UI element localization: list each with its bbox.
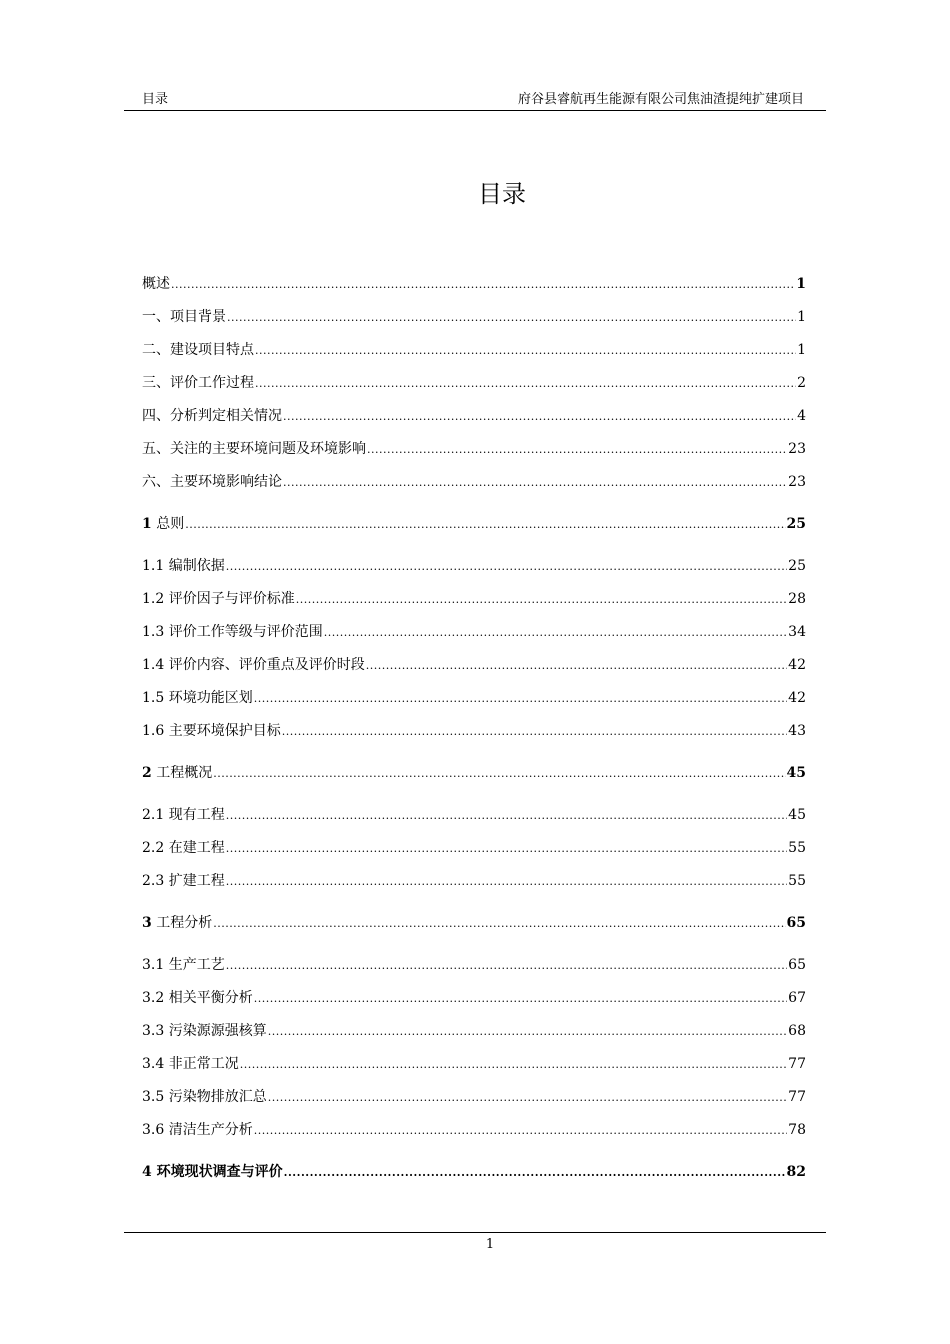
toc-entry-text: 清洁生产分析 bbox=[168, 1122, 253, 1138]
toc-leader-dots bbox=[255, 374, 796, 394]
toc-leader-dots bbox=[255, 341, 796, 361]
toc-entry-label bbox=[142, 514, 184, 534]
toc-entry-number: 2.2 bbox=[142, 840, 165, 856]
toc-leader-dots bbox=[282, 722, 787, 742]
toc-leader-dots bbox=[226, 806, 787, 826]
toc-entry-number: 2.3 bbox=[142, 873, 165, 889]
toc-entry-text: 环境现状调查与评价 bbox=[156, 1164, 283, 1180]
toc-entry-text: 一、项目背景 bbox=[142, 309, 226, 325]
toc-entry-number: 3.4 bbox=[142, 1056, 165, 1072]
toc-entry-page: 45 bbox=[788, 807, 806, 823]
toc-entry[interactable] bbox=[142, 763, 806, 783]
document-title: 目录 bbox=[478, 180, 526, 208]
toc-entry-text: 评价工作等级与评价范围 bbox=[168, 624, 323, 640]
toc-entry[interactable] bbox=[142, 373, 806, 393]
toc-entry-label bbox=[142, 721, 281, 741]
toc-entry[interactable] bbox=[142, 871, 806, 891]
toc-entry-page: 78 bbox=[788, 1122, 806, 1138]
toc-leader-dots bbox=[226, 557, 787, 577]
toc-entry-text: 非正常工况 bbox=[168, 1056, 239, 1072]
toc-leader-dots bbox=[227, 308, 796, 328]
toc-entry[interactable] bbox=[142, 913, 806, 933]
toc-entry-page: 1 bbox=[797, 309, 806, 325]
toc-leader-dots bbox=[226, 872, 787, 892]
toc-entry-text: 六、主要环境影响结论 bbox=[142, 474, 282, 490]
toc-entry-label bbox=[142, 556, 225, 576]
page-header bbox=[124, 90, 826, 111]
toc-entry-text: 评价内容、评价重点及评价时段 bbox=[168, 657, 365, 673]
toc-leader-dots bbox=[226, 956, 787, 976]
toc-entry-label bbox=[142, 913, 212, 933]
toc-leader-dots bbox=[268, 1022, 787, 1042]
toc-entry-number: 3.3 bbox=[142, 1023, 165, 1039]
toc-entry[interactable] bbox=[142, 622, 806, 642]
toc-entry-label bbox=[142, 1054, 239, 1074]
toc-entry-number: 1.5 bbox=[142, 690, 165, 706]
toc-leader-dots bbox=[254, 689, 787, 709]
toc-entry-text: 三、评价工作过程 bbox=[142, 375, 254, 391]
toc-leader-dots bbox=[254, 989, 787, 1009]
toc-leader-dots bbox=[367, 440, 787, 460]
toc-entry-number: 3.5 bbox=[142, 1089, 165, 1105]
toc-entry[interactable] bbox=[142, 1162, 806, 1182]
toc-leader-dots bbox=[283, 407, 796, 427]
toc-entry-label bbox=[142, 307, 226, 327]
toc-entry-page: 55 bbox=[788, 873, 806, 889]
toc-entry-label bbox=[142, 838, 225, 858]
toc-entry-text: 概述 bbox=[142, 276, 170, 292]
toc-entry-page: 1 bbox=[796, 276, 806, 292]
toc-entry-number: 3.2 bbox=[142, 990, 165, 1006]
toc-entry-text: 总则 bbox=[156, 516, 185, 532]
toc-entry-label bbox=[142, 871, 225, 891]
toc-entry-text: 环境功能区划 bbox=[168, 690, 253, 706]
toc-entry-number: 4 bbox=[142, 1164, 152, 1180]
toc-entry-label bbox=[142, 472, 282, 492]
toc-entry-label bbox=[142, 622, 323, 642]
toc-leader-dots bbox=[283, 473, 787, 493]
toc-entry-label bbox=[142, 988, 253, 1008]
toc-entry[interactable] bbox=[142, 721, 806, 741]
toc-entry-page: 25 bbox=[788, 558, 806, 574]
toc-entry[interactable] bbox=[142, 838, 806, 858]
toc-entry-page: 55 bbox=[788, 840, 806, 856]
toc-leader-dots bbox=[366, 656, 787, 676]
toc-entry-number: 3 bbox=[142, 915, 152, 931]
toc-entry-number: 1.1 bbox=[142, 558, 165, 574]
page-number: 1 bbox=[485, 1237, 495, 1252]
toc-leader-dots bbox=[213, 764, 785, 784]
toc-entry-text: 二、建设项目特点 bbox=[142, 342, 254, 358]
toc-entry[interactable] bbox=[142, 439, 806, 459]
toc-leader-dots bbox=[185, 515, 785, 535]
toc-entry[interactable] bbox=[142, 406, 806, 426]
toc-entry-label bbox=[142, 406, 282, 426]
toc-leader-dots bbox=[240, 1055, 787, 1075]
toc-entry-number: 3.6 bbox=[142, 1122, 165, 1138]
toc-entry-text: 五、关注的主要环境问题及环境影响 bbox=[142, 441, 366, 457]
toc-entry-page: 77 bbox=[788, 1056, 806, 1072]
toc-leader-dots bbox=[254, 1121, 787, 1141]
toc-entry-label bbox=[142, 1120, 253, 1140]
toc-entry-text: 现有工程 bbox=[168, 807, 225, 823]
toc-entry[interactable] bbox=[142, 1054, 806, 1074]
toc-entry-label bbox=[142, 1021, 267, 1041]
toc-entry-label bbox=[142, 340, 254, 360]
toc-entry-page: 1 bbox=[797, 342, 806, 358]
toc-entry[interactable] bbox=[142, 1021, 806, 1041]
toc-entry[interactable] bbox=[142, 988, 806, 1008]
toc-entry-text: 工程分析 bbox=[156, 915, 213, 931]
toc-entry-page: 42 bbox=[788, 657, 806, 673]
toc-entry-label bbox=[142, 274, 170, 294]
toc-entry[interactable] bbox=[142, 688, 806, 708]
toc-entry-text: 污染源源强核算 bbox=[168, 1023, 267, 1039]
toc-entry-page: 65 bbox=[786, 915, 806, 931]
toc-leader-dots bbox=[171, 275, 795, 295]
toc-entry-text: 扩建工程 bbox=[168, 873, 225, 889]
toc-entry-page: 68 bbox=[788, 1023, 806, 1039]
toc-entry-page: 23 bbox=[788, 441, 806, 457]
toc-entry-page: 2 bbox=[797, 375, 806, 391]
toc-entry-page: 28 bbox=[788, 591, 806, 607]
toc-entry[interactable] bbox=[142, 340, 806, 360]
toc-leader-dots bbox=[268, 1088, 787, 1108]
toc-leader-dots bbox=[324, 623, 787, 643]
header-section-title: 目录 bbox=[142, 92, 169, 107]
toc-entry-text: 四、分析判定相关情况 bbox=[142, 408, 282, 424]
toc-entry-number: 1.6 bbox=[142, 723, 165, 739]
toc-entry-text: 主要环境保护目标 bbox=[168, 723, 281, 739]
toc-leader-dots bbox=[226, 839, 787, 859]
toc-entry[interactable] bbox=[142, 514, 806, 534]
toc-entry-label bbox=[142, 805, 225, 825]
toc-entry-text: 在建工程 bbox=[168, 840, 225, 856]
toc-entry-text: 生产工艺 bbox=[168, 957, 225, 973]
toc-entry[interactable] bbox=[142, 655, 806, 675]
toc-entry-number: 2 bbox=[142, 765, 152, 781]
toc-entry-label bbox=[142, 763, 212, 783]
toc-entry[interactable] bbox=[142, 556, 806, 576]
toc-entry-page: 34 bbox=[788, 624, 806, 640]
footer-divider bbox=[124, 1232, 826, 1233]
toc-entry-label bbox=[142, 1087, 267, 1107]
toc-entry-text: 相关平衡分析 bbox=[168, 990, 253, 1006]
toc-leader-dots bbox=[296, 590, 787, 610]
toc-leader-dots bbox=[213, 914, 785, 934]
toc-entry[interactable] bbox=[142, 472, 806, 492]
toc-entry[interactable] bbox=[142, 1120, 806, 1140]
toc-entry-label bbox=[142, 955, 225, 975]
toc-entry-text: 工程概况 bbox=[156, 765, 213, 781]
toc-entry-number: 1.4 bbox=[142, 657, 165, 673]
toc-entry-page: 4 bbox=[797, 408, 806, 424]
toc-entry[interactable] bbox=[142, 307, 806, 327]
toc-entry-number: 1 bbox=[142, 516, 152, 532]
header-project-name: 府谷县睿航再生能源有限公司焦油渣提纯扩建项目 bbox=[517, 92, 804, 107]
toc-entry[interactable] bbox=[142, 274, 806, 294]
toc-entry-page: 45 bbox=[786, 765, 806, 781]
toc-entry[interactable] bbox=[142, 1087, 806, 1107]
toc-entry-label bbox=[142, 589, 295, 609]
toc-entry[interactable] bbox=[142, 805, 806, 825]
toc-entry-label bbox=[142, 373, 254, 393]
toc-entry-label bbox=[142, 439, 366, 459]
toc-entry-page: 25 bbox=[786, 516, 806, 532]
toc-entry[interactable] bbox=[142, 589, 806, 609]
toc-entry-text: 编制依据 bbox=[168, 558, 225, 574]
toc-entry-page: 77 bbox=[788, 1089, 806, 1105]
toc-entry-number: 2.1 bbox=[142, 807, 165, 823]
toc-entry-page: 43 bbox=[788, 723, 806, 739]
toc-entry-text: 污染物排放汇总 bbox=[168, 1089, 267, 1105]
toc-entry-page: 65 bbox=[788, 957, 806, 973]
toc-entry-page: 42 bbox=[788, 690, 806, 706]
toc-entry-label bbox=[142, 655, 365, 675]
toc-entry-number: 1.2 bbox=[142, 591, 165, 607]
toc-entry-page: 23 bbox=[788, 474, 806, 490]
toc-entry-page: 67 bbox=[788, 990, 806, 1006]
toc-entry-number: 3.1 bbox=[142, 957, 165, 973]
toc-entry-text: 评价因子与评价标准 bbox=[168, 591, 295, 607]
toc-entry-page: 82 bbox=[786, 1164, 806, 1180]
toc-entry-label bbox=[142, 1162, 283, 1182]
toc-entry[interactable] bbox=[142, 955, 806, 975]
toc-leader-dots bbox=[284, 1163, 786, 1183]
toc-entry-label bbox=[142, 688, 253, 708]
toc-entry-number: 1.3 bbox=[142, 624, 165, 640]
